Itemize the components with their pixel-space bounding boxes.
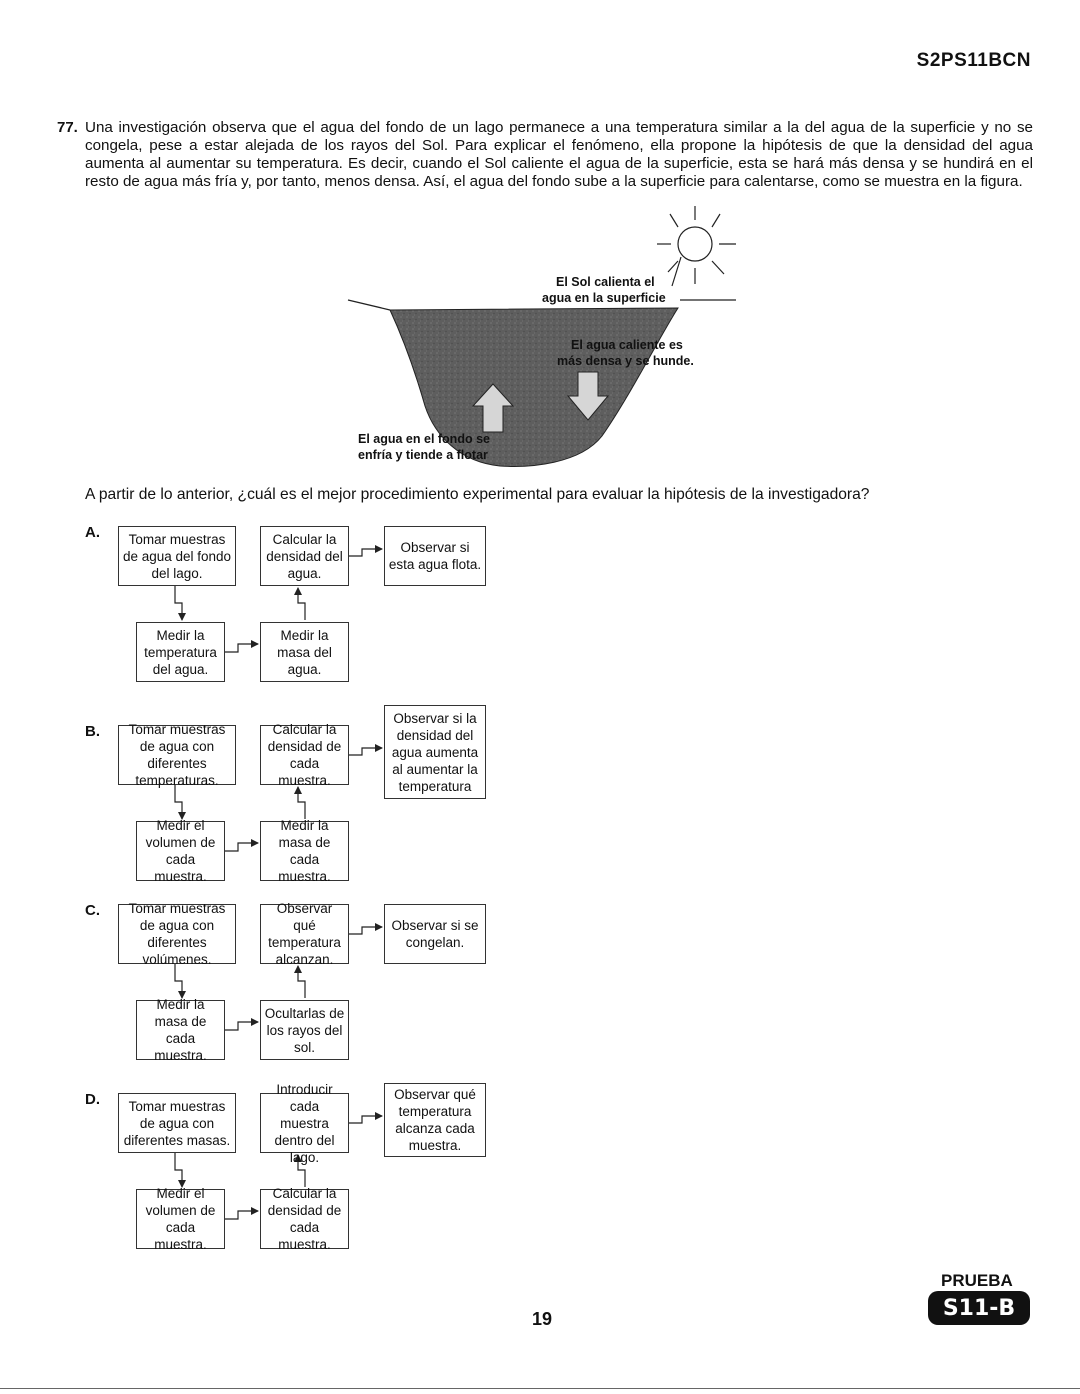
option-a-step-1: Tomar muestras de agua del fondo del lago. [118, 526, 236, 586]
sun-label-line1: El Sol calienta el [556, 275, 655, 289]
question-number: 77. [57, 119, 78, 136]
option-d-step-3: Calcular la densidad de cada muestra. [260, 1189, 349, 1249]
cold-water-label-line1: El agua en el fondo se [358, 432, 490, 446]
prueba-badge: S11-B [928, 1291, 1030, 1325]
option-d-step-1: Tomar muestras de agua con diferentes masas. [118, 1093, 236, 1153]
connector-a-2 [225, 644, 258, 652]
option-c-step-4: Observar qué temperatura alcanzan. [260, 904, 349, 964]
sun-label-line2: agua en la superficie [542, 291, 666, 305]
exam-code: S2PS11BCN [916, 50, 1031, 71]
option-b-step-2: Medir el volumen de cada muestra. [136, 821, 225, 881]
connector-a-1 [175, 586, 182, 620]
connector-c-1 [175, 964, 182, 998]
connector-d-4 [349, 1116, 382, 1123]
sun-icon [657, 206, 736, 286]
connector-a-3 [298, 588, 305, 620]
connector-d-1 [175, 1153, 182, 1187]
option-d-letter[interactable]: D. [85, 1091, 100, 1108]
option-a-letter[interactable]: A. [85, 524, 100, 541]
option-c-letter[interactable]: C. [85, 902, 100, 919]
option-b-step-4: Calcular la densidad de cada muestra. [260, 725, 349, 785]
option-b-step-3: Medir la masa de cada muestra. [260, 821, 349, 881]
page-number: 19 [532, 1309, 553, 1329]
connector-b-2 [225, 843, 258, 851]
option-d-step-2: Medir el volumen de cada muestra. [136, 1189, 225, 1249]
option-d-step-5: Observar qué temperatura alcanza cada muestra. [384, 1083, 486, 1157]
option-a-step-5: Observar si esta agua flota. [384, 526, 486, 586]
option-d-step-4: Introducir cada muestra dentro del lago. [260, 1093, 349, 1153]
option-b-step-5: Observar si la densidad del agua aumenta al aumentar la temperatura [384, 705, 486, 799]
question-prompt: A partir de lo anterior, ¿cuál es el mejor procedimiento experimental para evaluar la hipótesis de la investigadora? [85, 486, 870, 503]
option-c-step-1: Tomar muestras de agua con diferentes volúmenes. [118, 904, 236, 964]
connector-c-3 [298, 966, 305, 998]
prueba-label: PRUEBA [941, 1271, 1013, 1290]
connector-c-4 [349, 927, 382, 934]
option-c-step-3: Ocultarlas de los rayos del sol. [260, 1000, 349, 1060]
question-text: Una investigación observa que el agua del fondo de un lago permanece a una temperatura similar a la del agua de la superficie y no se congela, pese a estar alejada de los rayos del Sol. Para explicar el fenómeno, ella propone la hipótesis de que la densidad del agua aumenta al aumentar su temperatura. Es decir, cuando el Sol caliente el agua de la superficie, esta se hará más densa y se hundirá en el resto de agua más fría y, por tanto, menos densa. Así, el agua del fondo sube a la superficie para calentarse, como se muestra en la figura. [85, 119, 1033, 190]
hot-water-label-line1: El agua caliente es [571, 338, 683, 352]
connector-b-1 [175, 785, 182, 819]
option-a-step-4: Calcular la densidad del agua. [260, 526, 349, 586]
option-c-step-2: Medir la masa de cada muestra. [136, 1000, 225, 1060]
connector-d-2 [225, 1211, 258, 1219]
cold-water-label-line2: enfría y tiende a flotar [358, 448, 488, 462]
option-b-letter[interactable]: B. [85, 723, 100, 740]
connector-a-4 [349, 549, 382, 556]
hot-water-label-line2: más densa y se hunde. [557, 354, 694, 368]
option-a-step-3: Medir la masa del agua. [260, 622, 349, 682]
bottom-rule [0, 1388, 1080, 1389]
lake-diagram [340, 196, 740, 472]
connector-b-3 [298, 787, 305, 819]
connector-c-2 [225, 1022, 258, 1030]
option-a-step-2: Medir la temperatura del agua. [136, 622, 225, 682]
option-c-step-5: Observar si se congelan. [384, 904, 486, 964]
connector-b-4 [349, 748, 382, 755]
option-b-step-1: Tomar muestras de agua con diferentes temperaturas. [118, 725, 236, 785]
